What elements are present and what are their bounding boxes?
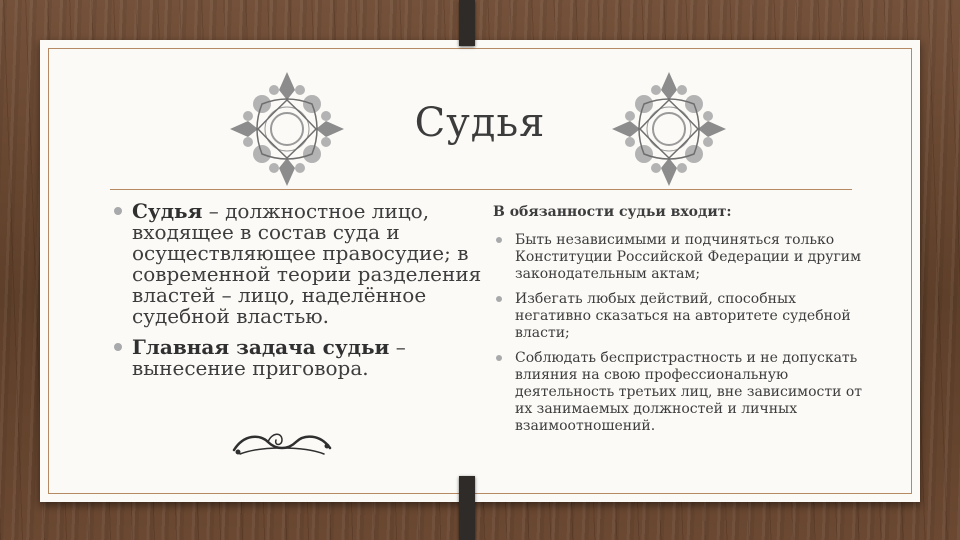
bullet-icon (114, 207, 122, 215)
left-bullet-item (108, 201, 483, 327)
duty-text: Быть независимыми и подчиняться только Конституции Российской Федерации и другим законодательным актам; (515, 232, 861, 282)
term-judge: Судья (132, 199, 203, 223)
duty-text: Соблюдать беспристрастность и не допускать влияния на свою профессиональную деятельность третьих лиц, вне зависимости от их занимаемых должностей и личных взаимоотношений. (515, 350, 863, 434)
left-column (108, 201, 483, 389)
duty-item (493, 232, 863, 283)
term-main-task: Главная задача судьи (132, 335, 390, 359)
binder-clip-bottom (459, 476, 475, 540)
binder-clip-top (459, 0, 475, 46)
duty-item (493, 291, 863, 342)
duties-heading: В обязанности судьи входит: (493, 204, 732, 220)
definition-text: – должностное лицо, входящее в состав суда и осуществляющее правосудие; в современной теории разделения властей – лицо, наделённое судебной властью. (132, 199, 482, 328)
title-divider (110, 189, 852, 190)
duty-text: Избегать любых действий, способных негативно сказаться на авторитете судебной власти; (515, 291, 851, 341)
bullet-icon (496, 296, 502, 302)
bullet-icon (496, 355, 502, 361)
left-bullet-item (108, 337, 483, 379)
duty-item (493, 350, 863, 435)
slide-title: Судья (414, 100, 546, 146)
right-column (493, 204, 863, 443)
bullet-icon (496, 237, 502, 243)
main-task-text: – вынесение приговора. (132, 335, 406, 380)
swash-ornament-icon (230, 428, 334, 458)
bullet-icon (114, 343, 122, 351)
